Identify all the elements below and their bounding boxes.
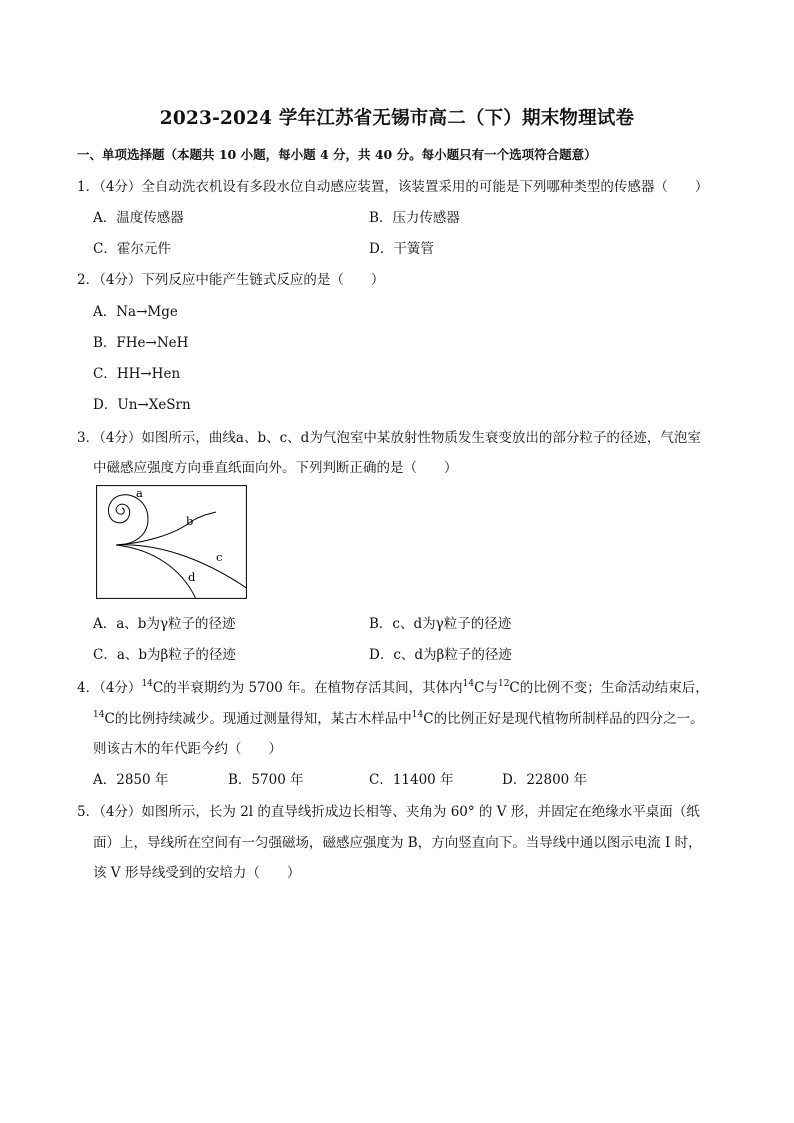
q1-option-d: D．干簧管 [369, 241, 434, 257]
q4-text-1: C的半衰期约为 5700 年。在植物存活其间，其体内 [152, 680, 463, 696]
question-5-line-3: 该 V 形导线受到的安培力（ ） [93, 865, 301, 881]
section-heading: 一、单项选择题（本题共 10 小题，每小题 4 分，共 40 分。每小题只有一个选项符合题意） [77, 147, 597, 162]
q1-option-c: C．霍尔元件 [93, 241, 171, 257]
q2-option-b: B．FHe→NeH [93, 335, 189, 351]
track-d [116, 545, 196, 599]
track-c [116, 545, 247, 589]
q2-option-d: D．Un→XeSrn [93, 397, 191, 413]
q4-option-d: D．22800 年 [502, 772, 588, 788]
question-5-line-1: 5．（4分）如图所示，长为 2l 的直导线折成边长相等、夹角为 60° 的 V 形，并固定在绝缘水平桌面（纸 [77, 804, 700, 820]
q4-option-b: B．5700 年 [228, 772, 304, 788]
q3-option-a: A．a、b为γ粒子的径迹 [93, 616, 236, 632]
question-2: 2．（4分）下列反应中能产生链式反应的是（ ） [77, 272, 385, 288]
q4-text-5: C的比例正好是现代植物所制样品的四分之一。 [423, 711, 704, 727]
question-4-line-3: 则该古木的年代距今约（ ） [93, 741, 282, 757]
question-3-line-1: 3．（4分）如图所示，曲线a、b、c、d为气泡室中某放射性物质发生衰变放出的部分粒子的径迹，气泡室 [77, 430, 701, 446]
q4-text-2: C与 [474, 680, 498, 696]
q3-option-b: B．c、d为γ粒子的径迹 [369, 616, 512, 632]
q4-sup-14-b: 14 [462, 679, 475, 689]
q4-text-4: C的比例持续减少。现通过测量得知，某古木样品中 [104, 711, 412, 727]
q4-sup-12: 12 [497, 679, 510, 689]
question-1: 1．（4分）全自动洗衣机设有多段水位自动感应装置，该装置采用的可能是下列哪种类型的传感器（ ） [77, 179, 709, 195]
track-b [116, 512, 216, 545]
label-a: a [136, 486, 143, 500]
q4-option-a: A．2850 年 [93, 772, 169, 788]
q3-option-d: D．c、d为β粒子的径迹 [369, 647, 512, 663]
question-4-line-2 [93, 707, 704, 727]
q4-text-3: C的比例不变；生命活动结束后， [509, 680, 709, 696]
q1-option-b: B．压力传感器 [369, 210, 460, 226]
label-b: b [186, 514, 194, 528]
label-d: d [188, 570, 196, 584]
q4-number: 4．（4分） [77, 680, 142, 696]
q4-sup-14-a: 14 [141, 679, 153, 689]
question-5-line-2: 面）上，导线所在空间有一匀强磁场，磁感应强度为 B，方向竖直向下。当导线中通以图示电流 I 时， [93, 835, 702, 851]
q1-option-a: A．温度传感器 [93, 210, 184, 226]
q4-sup-14-d: 14 [411, 710, 424, 720]
q2-option-a: A．Na→Mge [93, 304, 178, 320]
question-4-line-1 [77, 676, 709, 696]
bubble-chamber-figure [96, 485, 247, 599]
q3-option-c: C．a、b为β粒子的径迹 [93, 647, 236, 663]
question-3-line-2: 中磁感应强度方向垂直纸面向外。下列判断正确的是（ ） [93, 460, 458, 476]
page-title: 2023-2024 学年江苏省无锡市高二（下）期末物理试卷 [159, 108, 635, 129]
q4-option-c: C．11400 年 [369, 772, 454, 788]
track-a [109, 495, 149, 545]
label-c: c [216, 550, 223, 564]
q2-option-c: C．HH→Hen [93, 366, 181, 382]
q4-sup-14-c: 14 [93, 710, 105, 720]
